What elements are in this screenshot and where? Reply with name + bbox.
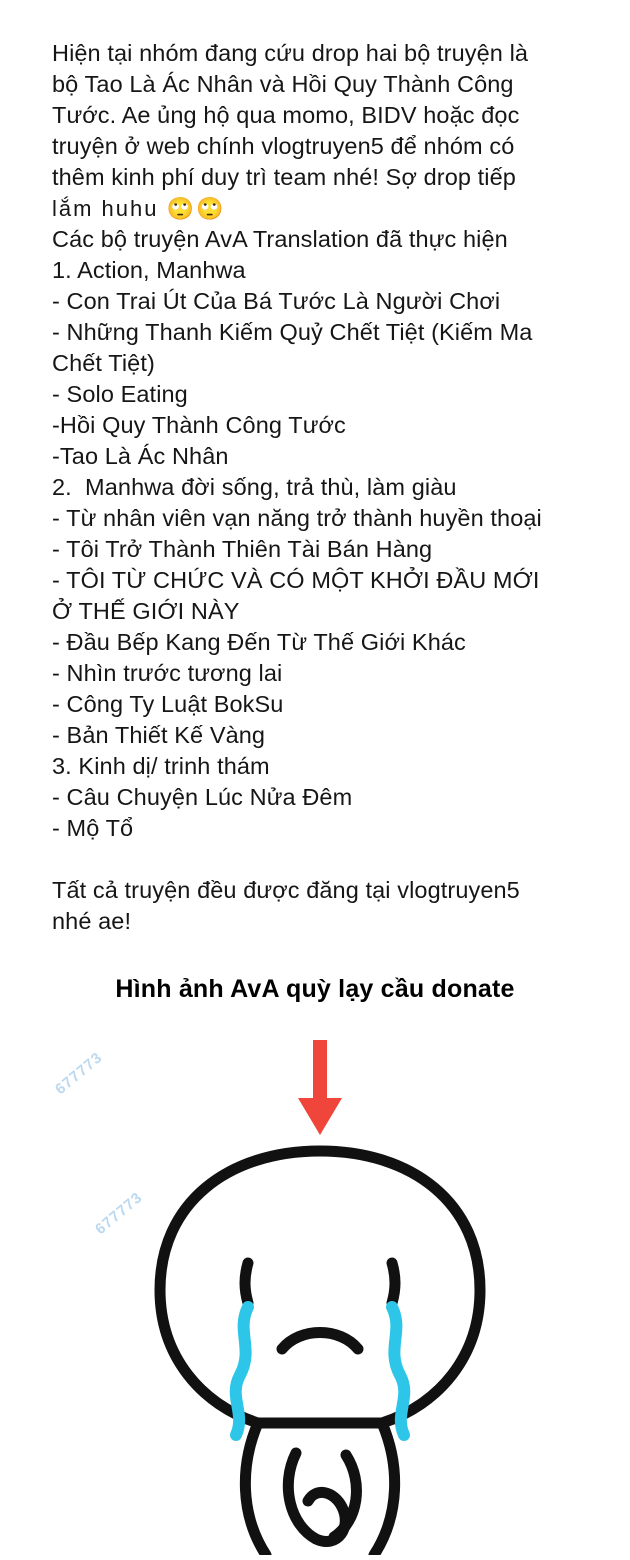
text-line: -Hồi Quy Thành Công Tước: [52, 412, 346, 438]
text-line: -Tao Là Ác Nhân: [52, 443, 229, 469]
image-caption: Hình ảnh AvA quỳ lạy cầu donate: [115, 975, 515, 1003]
text-line: - Solo Eating: [52, 381, 188, 407]
text-line: Các bộ truyện AvA Translation đã thực hiện: [52, 226, 508, 252]
text-line: Hiện tại nhóm đang cứu drop hai bộ truyện là: [52, 40, 529, 66]
text-line: 1. Action, Manhwa: [52, 257, 246, 283]
text-line: 2. Manhwa đời sống, trả thù, làm giàu: [52, 474, 457, 500]
text-line: - Con Trai Út Của Bá Tước Là Người Chơi: [52, 288, 501, 314]
text-line: - Tôi Trở Thành Thiên Tài Bán Hàng: [52, 536, 433, 562]
text-line: - Từ nhân viên vạn năng trở thành huyền thoại: [52, 505, 542, 531]
text-line: - Mộ Tổ: [52, 815, 134, 841]
watermark: 677773: [92, 1188, 146, 1239]
text-line: bộ Tao Là Ác Nhân và Hồi Quy Thành Công: [52, 71, 514, 97]
text-line: - Nhìn trước tương lai: [52, 660, 283, 686]
text-line: - TÔI TỪ CHỨC VÀ CÓ MỘT KHỞI ĐẦU MỚI: [52, 567, 540, 593]
text-line: - Đầu Bếp Kang Đến Từ Thế Giới Khác: [52, 629, 466, 655]
text-line-blank: [52, 844, 592, 875]
text-line: thêm kinh phí duy trì team nhé! Sợ drop tiếp: [52, 164, 516, 190]
text-line: truyện ở web chính vlogtruyen5 để nhóm có: [52, 133, 515, 159]
text-line: - Công Ty Luật BokSu: [52, 691, 284, 717]
text-line: - Câu Chuyện Lúc Nửa Đêm: [52, 784, 353, 810]
text-line: Ở THẾ GIỚI NÀY: [52, 598, 240, 624]
text-line: - Những Thanh Kiếm Quỷ Chết Tiệt (Kiếm Ma: [52, 319, 533, 345]
text-line: Tước. Ae ủng hộ qua momo, BIDV hoặc đọc: [52, 102, 520, 128]
text-line-with-emoji: lắm huhu 🙄🙄: [52, 196, 226, 221]
watermark: 677773: [52, 1048, 106, 1099]
text-line: Chết Tiệt): [52, 350, 155, 376]
text-line: nhé ae!: [52, 908, 132, 934]
text-line: - Bản Thiết Kế Vàng: [52, 722, 266, 748]
text-line: Tất cả truyện đều được đăng tại vlogtruyen5: [52, 877, 520, 903]
text-line: 3. Kinh dị/ trinh thám: [52, 753, 270, 779]
announcement-text: [52, 38, 592, 937]
crying-face-illustration: [120, 1135, 520, 1555]
down-arrow-icon: [295, 1040, 345, 1140]
